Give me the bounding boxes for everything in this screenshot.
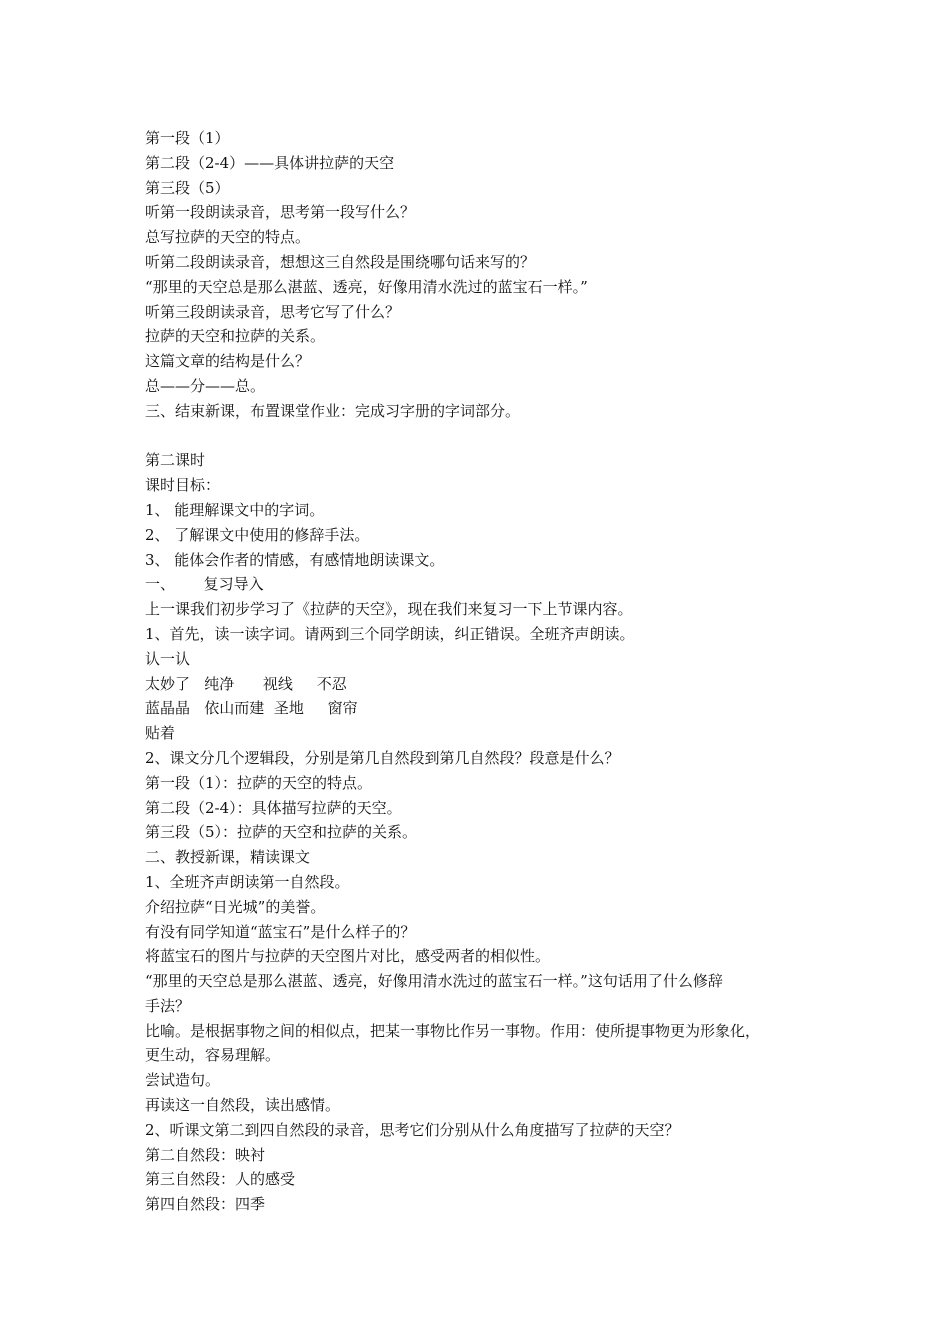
vocabulary-line: 太妙了 纯净 视线 不忍	[145, 674, 347, 693]
text-line: 这篇文章的结构是什么？	[145, 352, 311, 371]
text-line: 第二段（2-4）——具体讲拉萨的天空	[145, 153, 395, 172]
text-line: 2、课文分几个逻辑段，分别是第几自然段到第几自然段？段意是什么？	[145, 748, 620, 767]
document-body	[145, 126, 820, 1217]
text-line: 2、听课文第二到四自然段的录音，思考它们分别从什么角度描写了拉萨的天空？	[145, 1120, 680, 1139]
text-line: 第三自然段：人的感受	[145, 1170, 296, 1189]
text-line: 第三段（5）：拉萨的天空和拉萨的关系。	[145, 823, 418, 842]
text-line: 再读这一自然段，读出感情。	[145, 1096, 341, 1115]
text-line: 总——分——总。	[145, 376, 266, 395]
text-line: 将蓝宝石的图片与拉萨的天空图片对比，感受两者的相似性。	[145, 947, 551, 966]
text-line: 上一课我们初步学习了《拉萨的天空》，现在我们来复习一下上节课内容。	[145, 600, 633, 619]
text-line: 听第一段朗读录音，思考第一段写什么？	[145, 203, 416, 222]
text-line: 1、首先，读一读字词。请两到三个同学朗读，纠正错误。全班齐声朗读。	[145, 624, 635, 643]
text-line: 认一认	[145, 649, 191, 668]
text-line: 第四自然段：四季	[145, 1195, 266, 1214]
text-line: 第一段（1）：拉萨的天空的特点。	[145, 773, 373, 792]
text-line: 听第二段朗读录音，想想这三自然段是围绕哪句话来写的？	[145, 252, 536, 271]
text-line: 尝试造句。	[145, 1071, 221, 1090]
text-line: 拉萨的天空和拉萨的关系。	[145, 327, 326, 346]
text-line: 介绍拉萨“日光城”的美誉。	[145, 897, 326, 916]
list-item: 3、 能体会作者的情感，有感情地朗读课文。	[145, 550, 445, 569]
text-line: “那里的天空总是那么湛蓝、透亮，好像用清水洗过的蓝宝石一样。”	[145, 277, 588, 296]
blank-line	[145, 424, 820, 449]
vocabulary-line: 贴着	[145, 724, 176, 743]
text-line: 更生动，容易理解。	[145, 1046, 281, 1065]
text-line: 听第三段朗读录音，思考它写了什么？	[145, 302, 401, 321]
section-heading: 一、 复习导入	[145, 575, 264, 594]
text-line: 有没有同学知道“蓝宝石”是什么样子的？	[145, 922, 416, 941]
text-line: 课时目标：	[145, 476, 221, 495]
section-heading: 第二课时	[145, 451, 206, 470]
text-line: 1、全班齐声朗读第一自然段。	[145, 872, 350, 891]
list-item: 1、 能理解课文中的字词。	[145, 500, 325, 519]
vocabulary-line: 蓝晶晶 依山而建 圣地 窗帘	[145, 699, 358, 718]
text-line: 第二自然段：映衬	[145, 1145, 266, 1164]
section-heading: 二、教授新课，精读课文	[145, 848, 311, 867]
text-line: 第三段（5）	[145, 178, 230, 197]
text-line: 总写拉萨的天空的特点。	[145, 228, 311, 247]
text-line: 第二段（2-4）：具体描写拉萨的天空。	[145, 798, 402, 817]
text-line: 第一段（1）	[145, 129, 230, 147]
text-line: 比喻。是根据事物之间的相似点，把某一事物比作另一事物。作用：使所提事物更为形象化，	[145, 1021, 761, 1040]
list-item: 2、 了解课文中使用的修辞手法。	[145, 525, 370, 544]
text-line: 手法？	[145, 996, 191, 1015]
text-line: “那里的天空总是那么湛蓝、透亮，好像用清水洗过的蓝宝石一样。”这句话用了什么修辞	[145, 972, 723, 991]
text-line: 三、结束新课，布置课堂作业：完成习字册的字词部分。	[145, 401, 521, 420]
